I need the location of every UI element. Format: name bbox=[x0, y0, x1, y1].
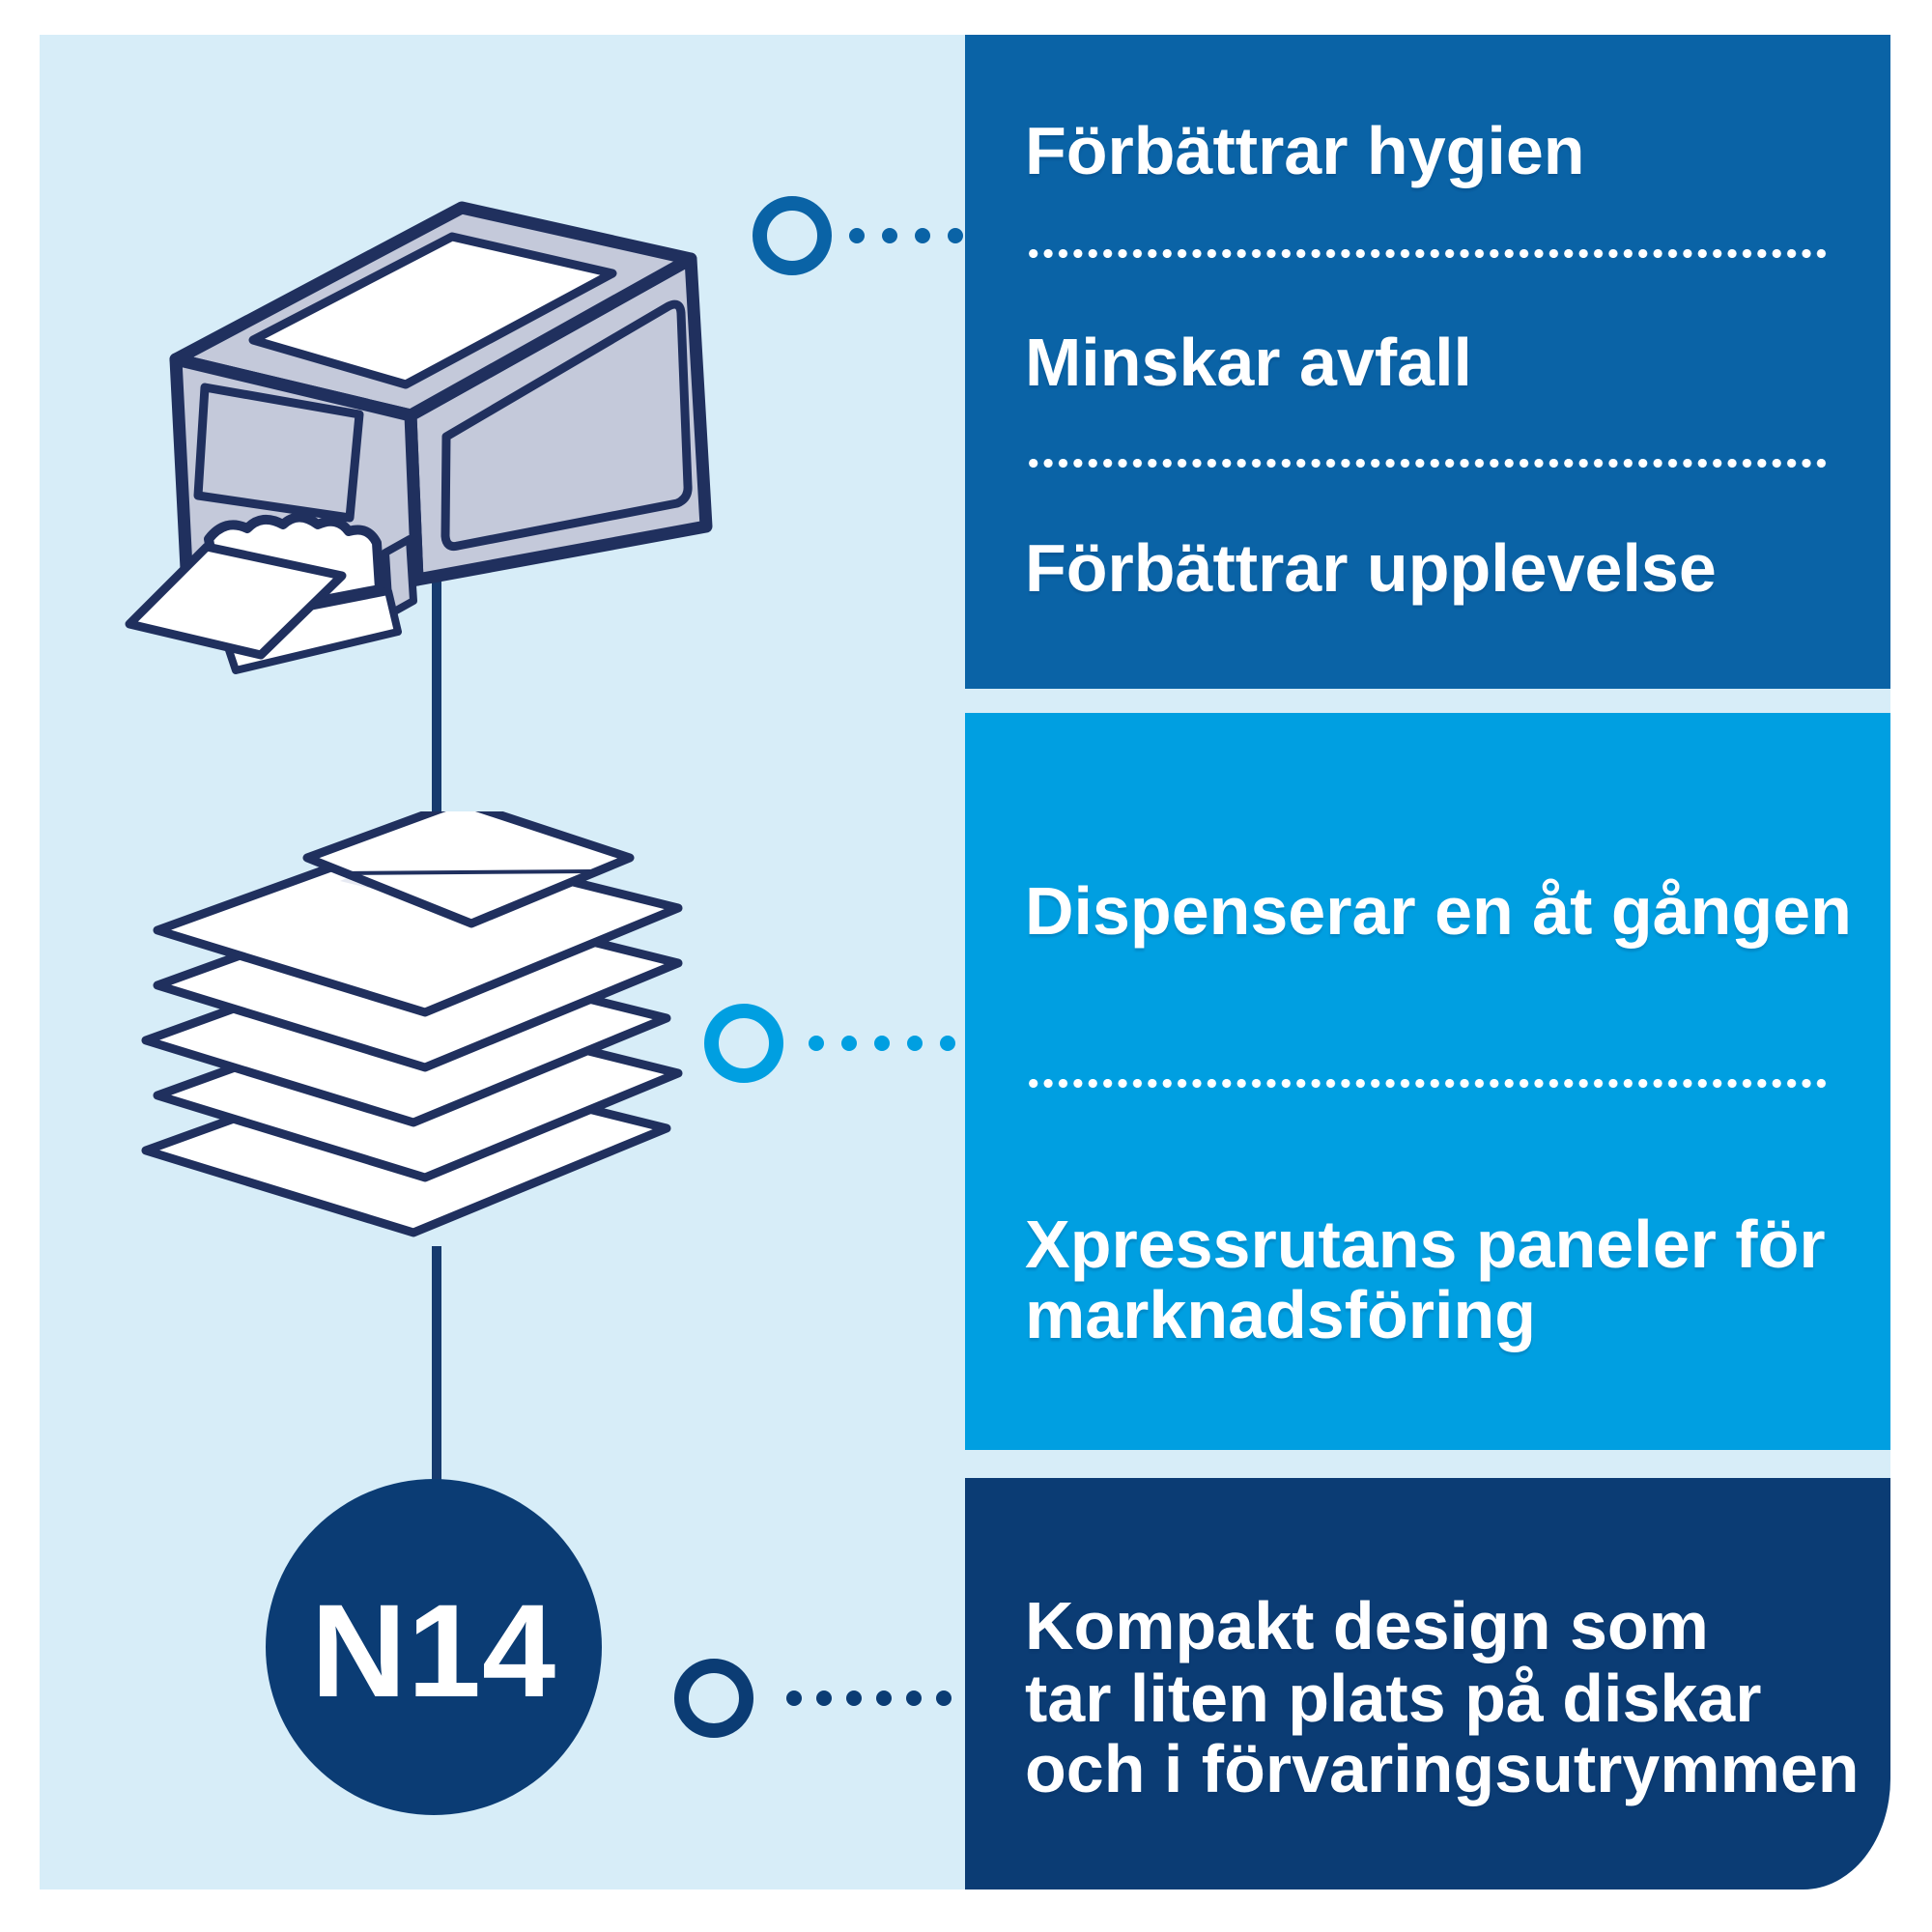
benefit-text: tar liten plats på diskar bbox=[1025, 1661, 1762, 1736]
connector-line-bottom bbox=[432, 1246, 441, 1492]
benefit-text: marknadsföring bbox=[1025, 1277, 1536, 1352]
benefit-text: Minskar avfall bbox=[1025, 325, 1472, 400]
connector-ring-icon bbox=[704, 1004, 783, 1083]
connector-ring-icon bbox=[753, 196, 832, 275]
benefit-text: och i förvaringsutrymmen bbox=[1025, 1731, 1860, 1806]
dotted-separator bbox=[1026, 1078, 1831, 1089]
benefit-text: Förbättrar upplevelse bbox=[1025, 530, 1717, 606]
benefit-text: Xpressrutans paneler för bbox=[1025, 1207, 1826, 1282]
napkin-stack-icon bbox=[116, 811, 715, 1275]
connector-ring-icon bbox=[674, 1659, 753, 1738]
napkin-dispenser-icon bbox=[106, 164, 744, 686]
dotted-separator bbox=[1026, 248, 1831, 259]
n14-badge bbox=[266, 1479, 602, 1815]
benefit-text: Förbättrar hygien bbox=[1025, 113, 1585, 188]
benefit-text: Dispenserar en åt gången bbox=[1025, 873, 1852, 949]
benefits-panel-bottom bbox=[965, 1478, 1890, 1889]
dotted-separator bbox=[1026, 458, 1831, 469]
badge-label: N14 bbox=[310, 1577, 557, 1725]
connector-dots-icon bbox=[786, 1690, 952, 1706]
connector-dots-icon bbox=[849, 228, 963, 243]
benefit-text: Kompakt design som bbox=[1025, 1588, 1709, 1663]
benefits-panel-top bbox=[965, 35, 1890, 689]
benefits-panel-middle bbox=[965, 713, 1890, 1450]
connector-dots-icon bbox=[809, 1036, 955, 1051]
